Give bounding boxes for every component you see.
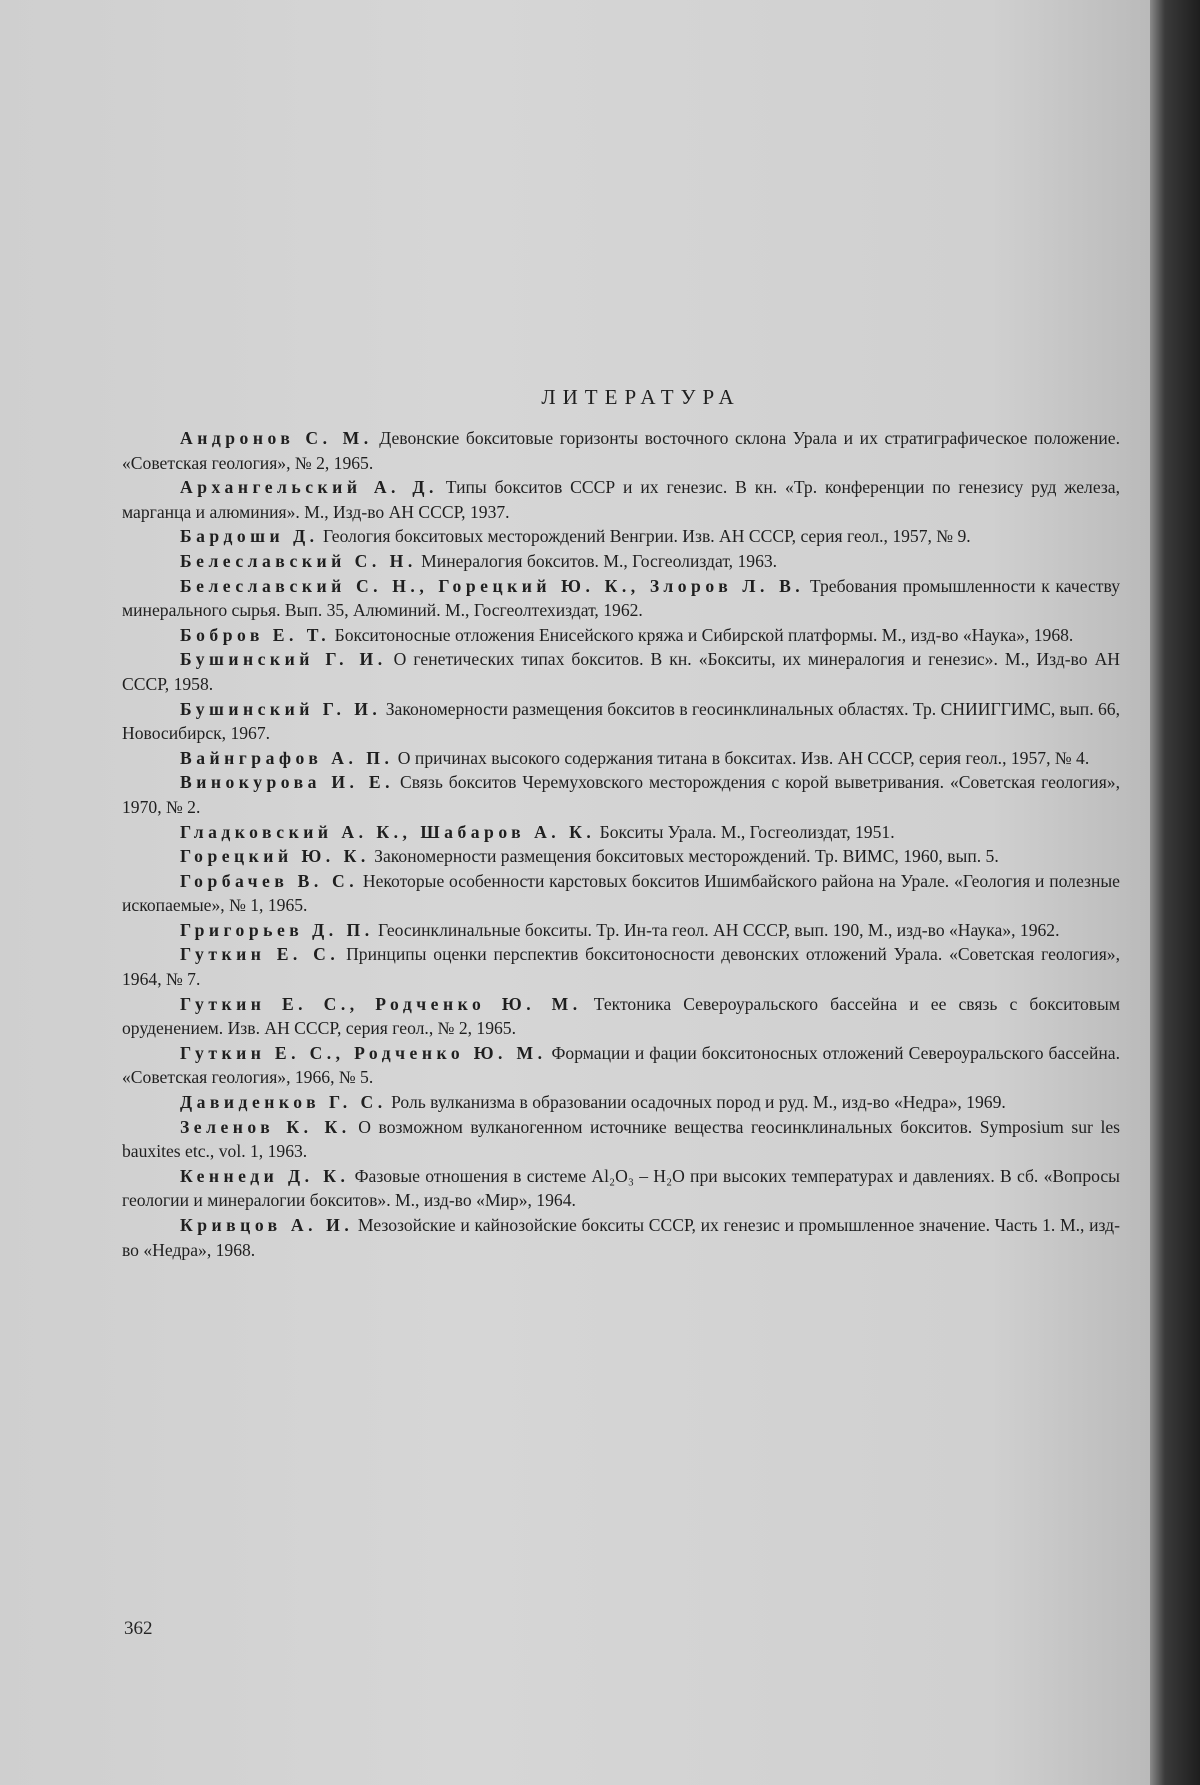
reference-text: Бокситы Урала. М., Госгеолиздат, 1951. <box>595 821 895 842</box>
reference-text: Геология бокситовых месторождений Венгрии. Изв. АН СССР, серия геол., 1957, № 9. <box>318 526 971 547</box>
reference-text: О причинах высокого содержания титана в бокситах. Изв. АН СССР, серия геол., 1957, № 4. <box>393 747 1090 768</box>
reference-author: Бардоши Д. <box>180 526 319 547</box>
reference-text: О возможном вулканогенном источнике вещества геосинклинальных бокситов. Symposium sur les bauxites etc., vol. 1, 1963. <box>122 1116 1120 1162</box>
bibliography-section <box>122 385 1120 1262</box>
reference-author: Гуткин Е. С. <box>180 944 340 965</box>
reference-entry <box>122 918 1120 943</box>
reference-entry <box>122 844 1120 869</box>
reference-entry <box>122 549 1120 574</box>
reference-author: Григорьев Д. П. <box>180 919 374 940</box>
reference-text: Роль вулканизма в образовании осадочных пород и руд. М., изд-во «Недра», 1969. <box>386 1092 1006 1113</box>
reference-text: Формации и фации бокситоносных отложений Североуральского бассейна. «Советская геология», 1966, № 5. <box>122 1042 1120 1088</box>
reference-text: Закономерности размещения бокситов в геосинклинальных областях. Тр. СНИИГГИМС, вып. 66, Новосибирск, 1967. <box>122 698 1121 744</box>
reference-text: Минералогия бокситов. М., Госгеолиздат, 1963. <box>416 550 778 571</box>
reference-entry <box>122 426 1120 475</box>
reference-text: Принципы оценки перспектив бокситоносности девонских отложений Урала. «Советская геология», 1964, № 7. <box>122 944 1120 990</box>
reference-author: Бушинский Г. И. <box>180 698 382 719</box>
reference-author: Белеславский С. Н., Горецкий Ю. К., Злоров Л. В. <box>180 575 805 596</box>
section-heading: ЛИТЕРАТУРА <box>541 385 741 409</box>
reference-entry <box>122 820 1120 845</box>
reference-entry <box>122 574 1120 623</box>
reference-entry <box>122 869 1120 918</box>
reference-author: Андронов С. М. <box>180 428 373 448</box>
reference-entry <box>122 1041 1120 1090</box>
reference-author: Горецкий Ю. К. <box>180 846 370 867</box>
reference-text: Геосинклинальные бокситы. Тр. Ин-та геол. АН СССР, вып. 190, М., изд-во «Наука», 1962. <box>373 919 1060 940</box>
reference-entry <box>122 1090 1120 1115</box>
reference-text: Закономерности размещения бокситовых месторождений. Тр. ВИМС, 1960, вып. 5. <box>369 846 999 867</box>
reference-entry <box>122 623 1120 648</box>
reference-author: Гладковский А. К., Шабаров А. К. <box>180 821 596 842</box>
reference-author: Зеленов К. К. <box>180 1116 351 1137</box>
reference-entry <box>122 992 1120 1041</box>
reference-entry <box>122 524 1120 549</box>
reference-text: Связь бокситов Черемуховского месторождения с корой выветривания. «Советская геология», 1970, № 2. <box>122 772 1120 817</box>
reference-entry <box>122 746 1120 771</box>
book-binding-shadow <box>1150 0 1200 1785</box>
reference-text: Бокситоносные отложения Енисейского кряжа и Сибирской платформы. М., изд-во «Наука», 1968. <box>330 624 1074 645</box>
reference-entry <box>122 770 1120 819</box>
reference-author: Архангельский А. Д. <box>180 477 438 498</box>
reference-text: Мезозойские и кайнозойские бокситы СССР, их генезис и промышленное значение. Часть 1. М., изд-во «Недра», 1968. <box>122 1215 1120 1260</box>
reference-author: Давиденков Г. С. <box>180 1092 387 1113</box>
reference-text: Некоторые особенности карстовых бокситов Ишимбайского района на Урале. «Геология и полезные ископаемые», № 1, 1965. <box>122 870 1120 916</box>
reference-author: Вайнграфов А. П. <box>180 747 394 768</box>
reference-author: Белеславский С. Н. <box>180 550 417 571</box>
reference-author: Бушинский Г. И. <box>180 649 387 670</box>
reference-entry <box>122 1213 1120 1262</box>
reference-list <box>122 426 1120 1262</box>
reference-author: Гуткин Е. С., Родченко Ю. М. <box>180 1042 547 1063</box>
reference-text: Девонские бокситовые горизонты восточного склона Урала и их стратиграфическое положение. «Советская геология», № 2, 1965. <box>122 428 1120 473</box>
reference-author: Горбачев В. С. <box>180 870 359 891</box>
page-number: 362 <box>124 1618 153 1639</box>
reference-text: Типы бокситов СССР и их генезис. В кн. «Тр. конференции по генезису руд железа, марганца и алюминия». М., Изд-во АН СССР, 1937. <box>122 477 1120 522</box>
reference-text: Требования промышленности к качеству минерального сырья. Вып. 35, Алюминий. М., Госгеолтехиздат, 1962. <box>122 575 1120 621</box>
reference-text: Фазовые отношения в системе Al₂O₃ – H₂O при высоких температурах и давлениях. В сб. «Вопросы геологии и минералогии бокситов». М., изд-во «Мир», 1964. <box>122 1165 1120 1211</box>
reference-author: Кеннеди Д. К. <box>180 1165 350 1186</box>
reference-entry <box>122 1164 1120 1213</box>
reference-entry <box>122 1115 1120 1164</box>
reference-author: Гуткин Е. С., Родченко Ю. М. <box>180 993 582 1014</box>
reference-entry <box>122 942 1120 991</box>
reference-text: О генетических типах бокситов. В кн. «Бокситы, их минералогия и генезис». М., Изд-во АН СССР, 1958. <box>122 649 1120 694</box>
reference-author: Винокурова И. Е. <box>180 772 395 793</box>
reference-entry <box>122 647 1120 696</box>
reference-entry <box>122 475 1120 524</box>
reference-author: Бобров Е. Т. <box>180 624 331 645</box>
reference-text: Тектоника Североуральского бассейна и ее связь с бокситовым оруденением. Изв. АН СССР, серия геол., № 2, 1965. <box>122 993 1120 1039</box>
reference-author: Кривцов А. И. <box>180 1215 354 1235</box>
reference-entry <box>122 697 1120 746</box>
